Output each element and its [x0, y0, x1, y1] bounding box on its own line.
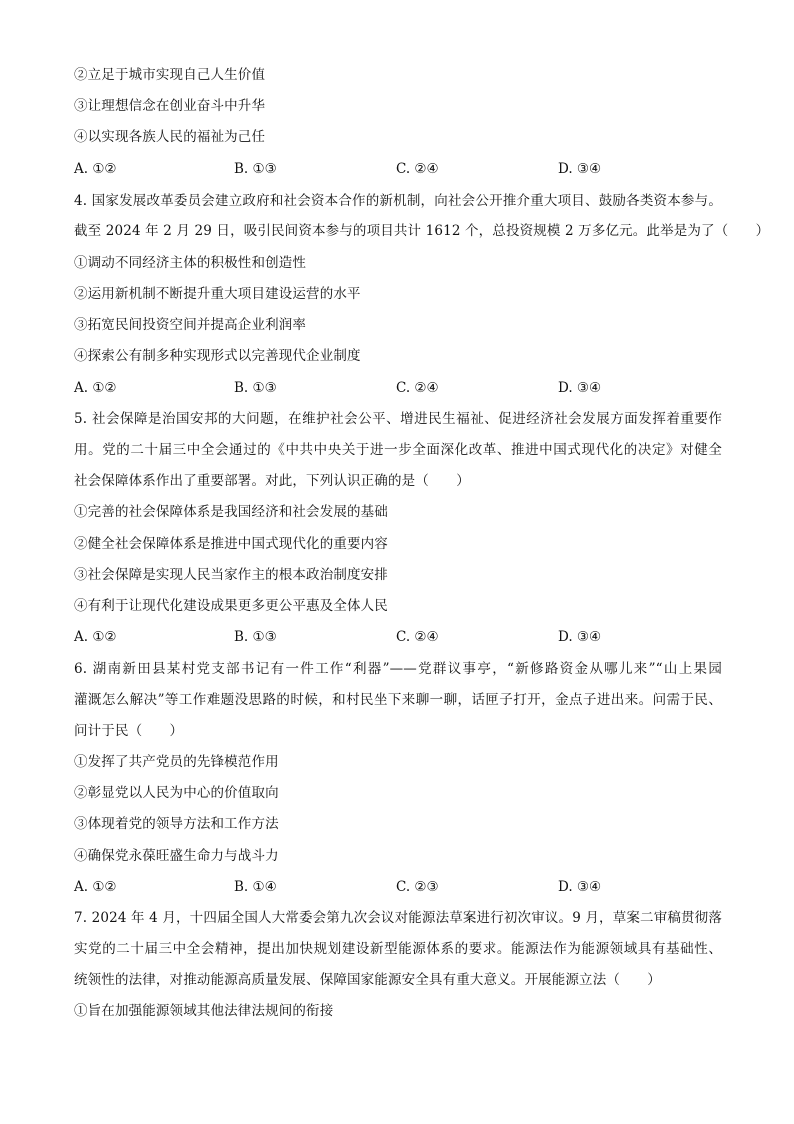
- q5-choice-d: D. ③④: [558, 629, 602, 645]
- q6-answer-choices: [74, 878, 634, 896]
- q3-choice-b: B. ①③: [234, 161, 277, 177]
- q5-stem-line-3: 社会保障体系作出了重要部署。对此，下列认识正确的是（ ）: [74, 473, 470, 489]
- q6-choice-a: A. ①②: [74, 879, 117, 895]
- q6-stem-line-2: 灌溉怎么解决”等工作难题没思路的时候，和村民坐下来聊一聊，话匣子打开，金点子进出来。问需于民、: [74, 692, 722, 708]
- q4-option-3: ③拓宽民间投资空间并提高企业利润率: [74, 317, 307, 333]
- q3-choice-c: C. ②④: [396, 161, 439, 177]
- q5-choice-a: A. ①②: [74, 629, 117, 645]
- q4-choice-a: A. ①②: [74, 380, 117, 396]
- q6-option-1: ①发挥了共产党员的先锋模范作用: [74, 754, 279, 770]
- q4-option-4: ④探索公有制多种实现形式以完善现代企业制度: [74, 348, 361, 364]
- q5-option-3: ③社会保障是实现人民当家作主的根本政治制度安排: [74, 567, 388, 583]
- q5-choice-b: B. ①③: [234, 629, 277, 645]
- q4-option-1: ①调动不同经济主体的积极性和创造性: [74, 255, 307, 271]
- q4-choice-c: C. ②④: [396, 380, 439, 396]
- q3-answer-choices: [74, 160, 634, 178]
- q7-stem-line-3: 统领性的法律，对推动能源高质量发展、保障国家能源安全具有重大意义。开展能源立法（ ）: [74, 972, 661, 988]
- q4-stem-line-1: 4. 国家发展改革委员会建立政府和社会资本合作的新机制，向社会公开推介重大项目、鼓励各类资本参与。: [74, 193, 722, 209]
- q6-choice-d: D. ③④: [558, 879, 602, 895]
- q3-option-3: ③让理想信念在创业奋斗中升华: [74, 98, 266, 114]
- q5-option-4: ④有利于让现代化建设成果更多更公平惠及全体人民: [74, 598, 388, 614]
- q6-option-2: ②彰显党以人民为中心的价值取向: [74, 785, 279, 801]
- q4-answer-choices: [74, 379, 634, 397]
- q6-option-3: ③体现着党的领导方法和工作方法: [74, 816, 279, 832]
- q5-option-2: ②健全社会保障体系是推进中国式现代化的重要内容: [74, 536, 388, 552]
- q5-choice-c: C. ②④: [396, 629, 439, 645]
- q6-choice-c: C. ②③: [396, 879, 439, 895]
- q4-choice-d: D. ③④: [558, 380, 602, 396]
- q3-option-4: ④以实现各族人民的福祉为己任: [74, 129, 266, 145]
- q7-option-1: ①旨在加强能源领域其他法律法规间的衔接: [74, 1003, 334, 1019]
- q4-option-2: ②运用新机制不断提升重大项目建设运营的水平: [74, 286, 361, 302]
- q4-choice-b: B. ①③: [234, 380, 277, 396]
- q7-stem-line-2: 实党的二十届三中全会精神，提出加快规划建设新型能源体系的要求。能源法作为能源领域具有基础性、: [74, 941, 722, 957]
- q6-option-4: ④确保党永葆旺盛生命力与战斗力: [74, 848, 279, 864]
- q5-stem-line-1: 5. 社会保障是治国安邦的大问题，在维护社会公平、增进民生福祉、促进经济社会发展方面发挥着重要作: [74, 411, 722, 427]
- q6-stem-line-1: 6. 湖南新田县某村党支部书记有一件工作“利器”——党群议事亭，“新修路资金从哪儿来”“山上果园: [74, 661, 722, 677]
- q5-stem-line-2: 用。党的二十届三中全会通过的《中共中央关于进一步全面深化改革、推进中国式现代化的决定》对健全: [74, 442, 722, 458]
- q3-choice-d: D. ③④: [558, 161, 602, 177]
- q4-stem-line-2: 截至 2024 年 2 月 29 日，吸引民间资本参与的项目共计 1612 个，总投资规模 2 万多亿元。此举是为了（ ）: [74, 223, 770, 239]
- q6-stem-line-3: 问计于民（ ）: [74, 723, 184, 739]
- q7-stem-line-1: 7. 2024 年 4 月，十四届全国人大常委会第九次会议对能源法草案进行初次审议。9 月，草案二审稿贯彻落: [74, 910, 722, 926]
- q3-option-2: ②立足于城市实现自己人生价值: [74, 67, 266, 83]
- q6-choice-b: B. ①④: [234, 879, 277, 895]
- q3-choice-a: A. ①②: [74, 161, 117, 177]
- q5-answer-choices: [74, 628, 634, 646]
- q5-option-1: ①完善的社会保障体系是我国经济和社会发展的基础: [74, 504, 388, 520]
